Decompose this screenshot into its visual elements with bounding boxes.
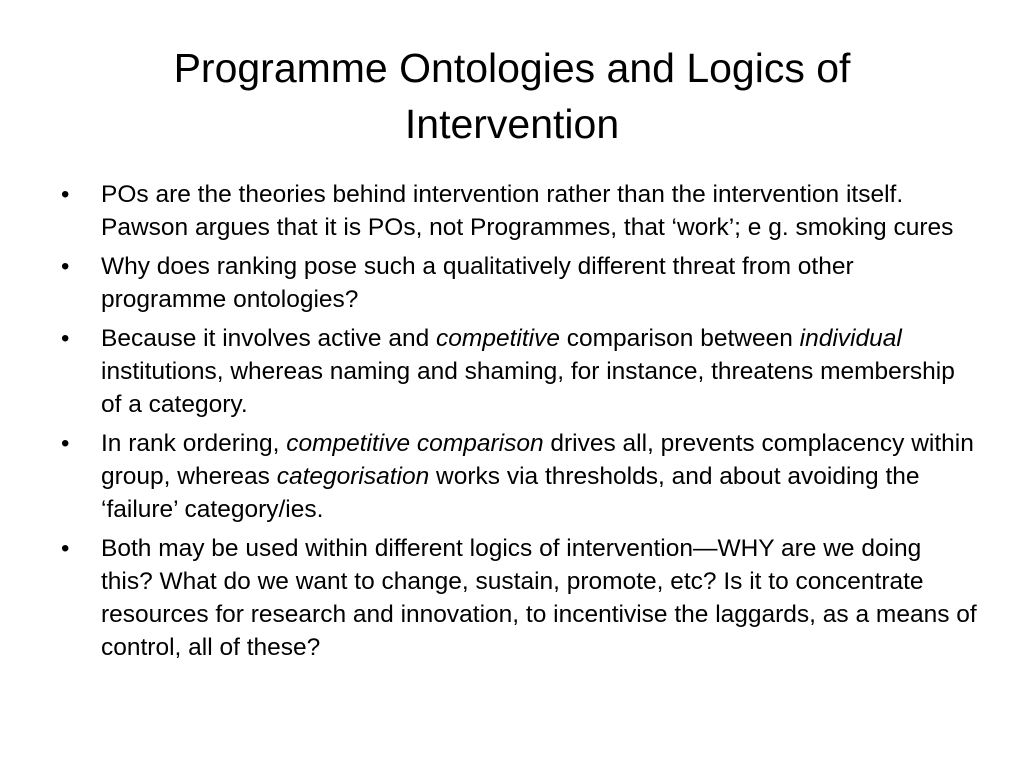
bullet-segment: POs are the theories behind intervention rather than the intervention itself. Pawson argues that it is POs, not Programmes, that ‘work’; e g. smoking cures (101, 181, 954, 241)
bullet-item (58, 250, 978, 316)
bullet-item (58, 322, 978, 421)
bullet-text (101, 253, 854, 313)
bullet-emphasis: individual (799, 325, 902, 352)
slide-title (60, 40, 964, 152)
bullet-marker: • (61, 325, 70, 352)
bullet-emphasis: competitive (436, 325, 560, 352)
bullet-segment: In rank ordering, (101, 430, 287, 457)
slide-title-line-1: Programme Ontologies and Logics of (173, 45, 851, 91)
bullet-text (101, 535, 977, 661)
bullet-item (58, 427, 978, 526)
bullet-segment: drives all, prevents complacency within group, whereas (101, 430, 974, 490)
bullet-emphasis: categorisation (276, 463, 430, 490)
bullet-text (101, 325, 955, 418)
bullet-segment: Both may be used within different logics of intervention—WHY are we doing this? What do we want to change, sustain, promote, etc? Is it to concentrate resources for research and innovation, to incentivise the laggards, as a means of control, all of these? (101, 535, 977, 661)
bullet-segment: comparison between (559, 325, 800, 352)
bullet-segment: Because it involves active and (101, 325, 437, 352)
bullet-item (58, 178, 978, 244)
bullet-segment: institutions, whereas naming and shaming, for instance, threatens membership of a category. (101, 358, 955, 418)
bullet-marker: • (61, 253, 70, 280)
bullet-list (58, 178, 978, 670)
bullet-segment: Why does ranking pose such a qualitatively different threat from other programme ontologies? (101, 253, 854, 313)
bullet-emphasis: competitive comparison (286, 430, 544, 457)
bullet-marker: • (61, 430, 70, 457)
bullet-text (101, 430, 974, 523)
bullet-marker: • (61, 181, 70, 208)
slide-title-line-2: Intervention (404, 101, 620, 147)
bullet-marker: • (61, 535, 70, 562)
bullet-item (58, 532, 978, 664)
bullet-segment: works via thresholds, and about avoiding the ‘failure’ category/ies. (101, 463, 920, 523)
bullet-text (101, 181, 953, 241)
